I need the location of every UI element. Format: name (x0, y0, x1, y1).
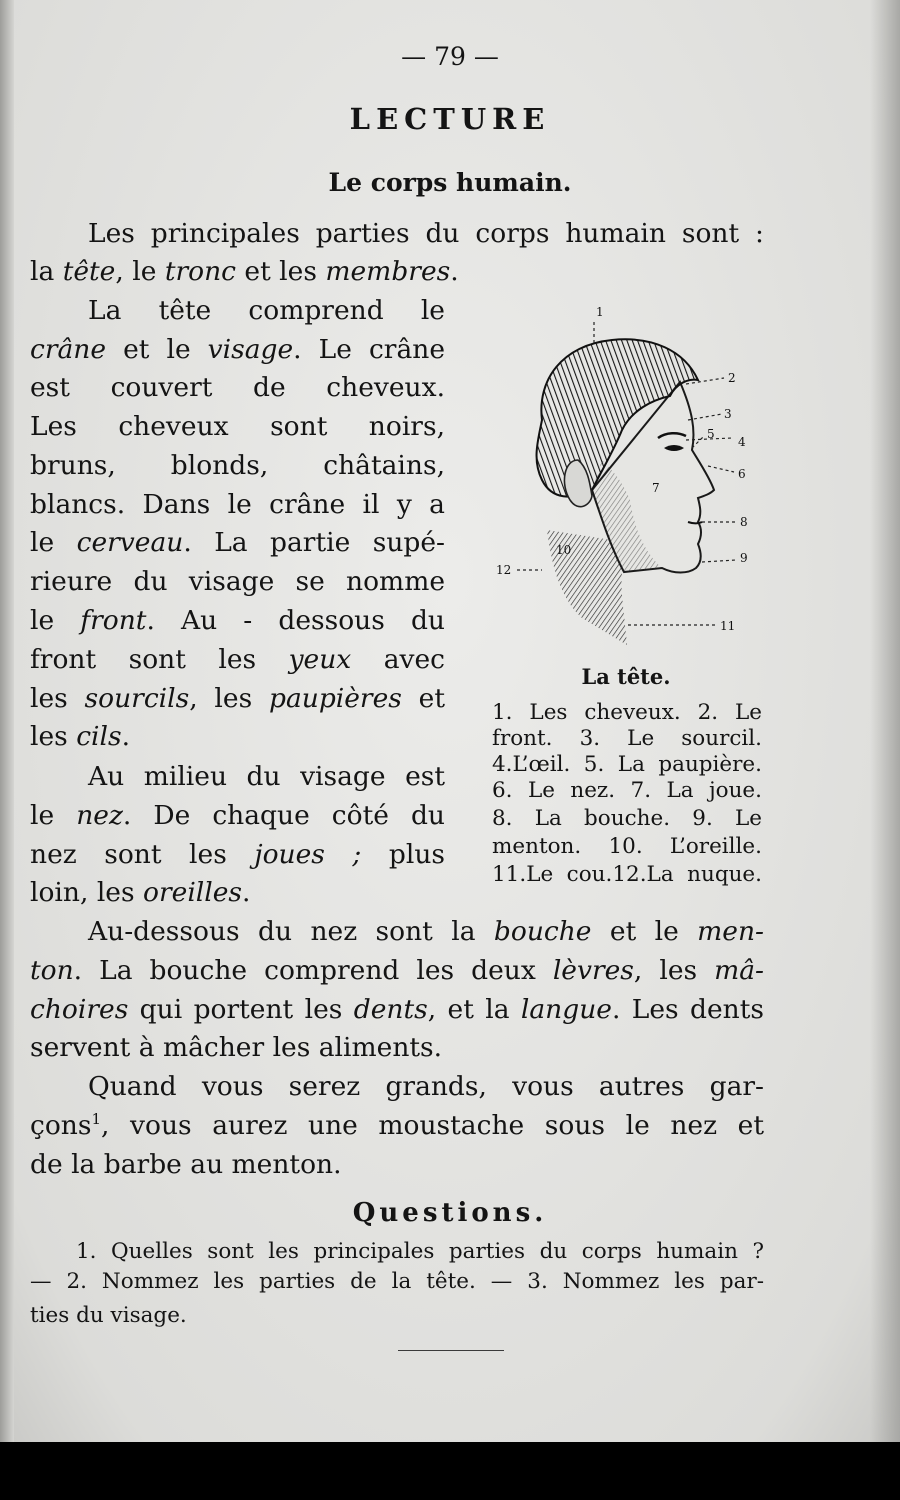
text-line: ton. La bouche comprend les deux lèvres, les mâ- (30, 955, 764, 986)
text-line: est couvert de cheveux. (30, 372, 445, 403)
text-line: loin, les oreilles. (30, 877, 251, 908)
text-line: Au-dessous du nez sont la bouche et le men- (88, 916, 765, 947)
text-line: bruns, blonds, châtains, (30, 450, 445, 481)
question-line: — 2. Nommez les parties de la tête. — 3. Nommez les par- (30, 1269, 764, 1294)
text-line: rieure du visage se nomme (30, 566, 445, 597)
figure-caption-line: 1. Les cheveux. 2. Le (492, 700, 762, 725)
text-line: la tête, le tronc et les membres. (30, 256, 459, 287)
marker-12: 12 (496, 563, 512, 577)
page-number: — 79 — (401, 42, 499, 71)
marker-5: 5 (707, 427, 715, 441)
figure-caption-line: menton. 10. L’oreille. (492, 834, 762, 859)
question-line: 1. Quelles sont les principales parties du corps humain ? (76, 1239, 764, 1264)
text-line: choires qui portent les dents, et la langue. Les dents (30, 994, 764, 1025)
marker-9: 9 (740, 551, 748, 565)
marker-6: 6 (738, 467, 746, 481)
head-illustration (452, 300, 772, 660)
text-line: Les cheveux sont noirs, (30, 411, 445, 442)
text-line: front sont les yeux avec (30, 644, 445, 675)
question-line: ties du visage. (30, 1303, 187, 1328)
marker-10: 10 (556, 543, 572, 557)
figure-caption-line: 11.Le cou.12.La nuque. (492, 862, 762, 887)
text-line: Les principales parties du corps humain sont : (88, 218, 764, 249)
figure-caption-line: 4.L’œil. 5. La paupière. (492, 752, 762, 777)
text-line: çons$^1$, vous aurez une moustache sous le nez et (30, 1110, 764, 1141)
marker-3: 3 (724, 407, 732, 421)
text-line: le cerveau. La partie supé- (30, 527, 445, 558)
text-line: Quand vous serez grands, vous autres gar- (88, 1071, 764, 1102)
text-line: nez sont les joues ; plus (30, 839, 446, 870)
text-line: le nez. De chaque côté du (30, 800, 445, 831)
figure-caption-line: 6. Le nez. 7. La joue. (492, 778, 762, 803)
section-heading: LECTURE (349, 102, 551, 136)
text-line: Au milieu du visage est (88, 761, 445, 792)
marker-7: 7 (652, 481, 660, 495)
marker-2: 2 (728, 371, 736, 385)
marker-1: 1 (596, 305, 604, 319)
text-line: le front. Au - dessous du (30, 605, 445, 636)
text-line: servent à mâcher les aliments. (30, 1032, 443, 1063)
figure-caption-title: La tête. (581, 664, 671, 689)
text-line: La tête comprend le (88, 295, 445, 326)
figure-caption-line: front. 3. Le sourcil. (492, 726, 762, 751)
marker-8: 8 (740, 515, 748, 529)
marker-4: 4 (738, 435, 746, 449)
marker-11: 11 (720, 619, 736, 633)
questions-title: Questions. (352, 1198, 548, 1228)
text-line: les cils. (30, 721, 131, 752)
text-line: crâne et le visage. Le crâne (30, 334, 446, 365)
text-line: les sourcils, les paupières et (30, 683, 446, 714)
lesson-title: Le corps humain. (328, 168, 572, 197)
figure-caption-line: 8. La bouche. 9. Le (492, 806, 762, 831)
text-line: blancs. Dans le crâne il y a (30, 489, 445, 520)
closing-rule (398, 1350, 504, 1351)
text-line: de la barbe au menton. (30, 1149, 342, 1180)
